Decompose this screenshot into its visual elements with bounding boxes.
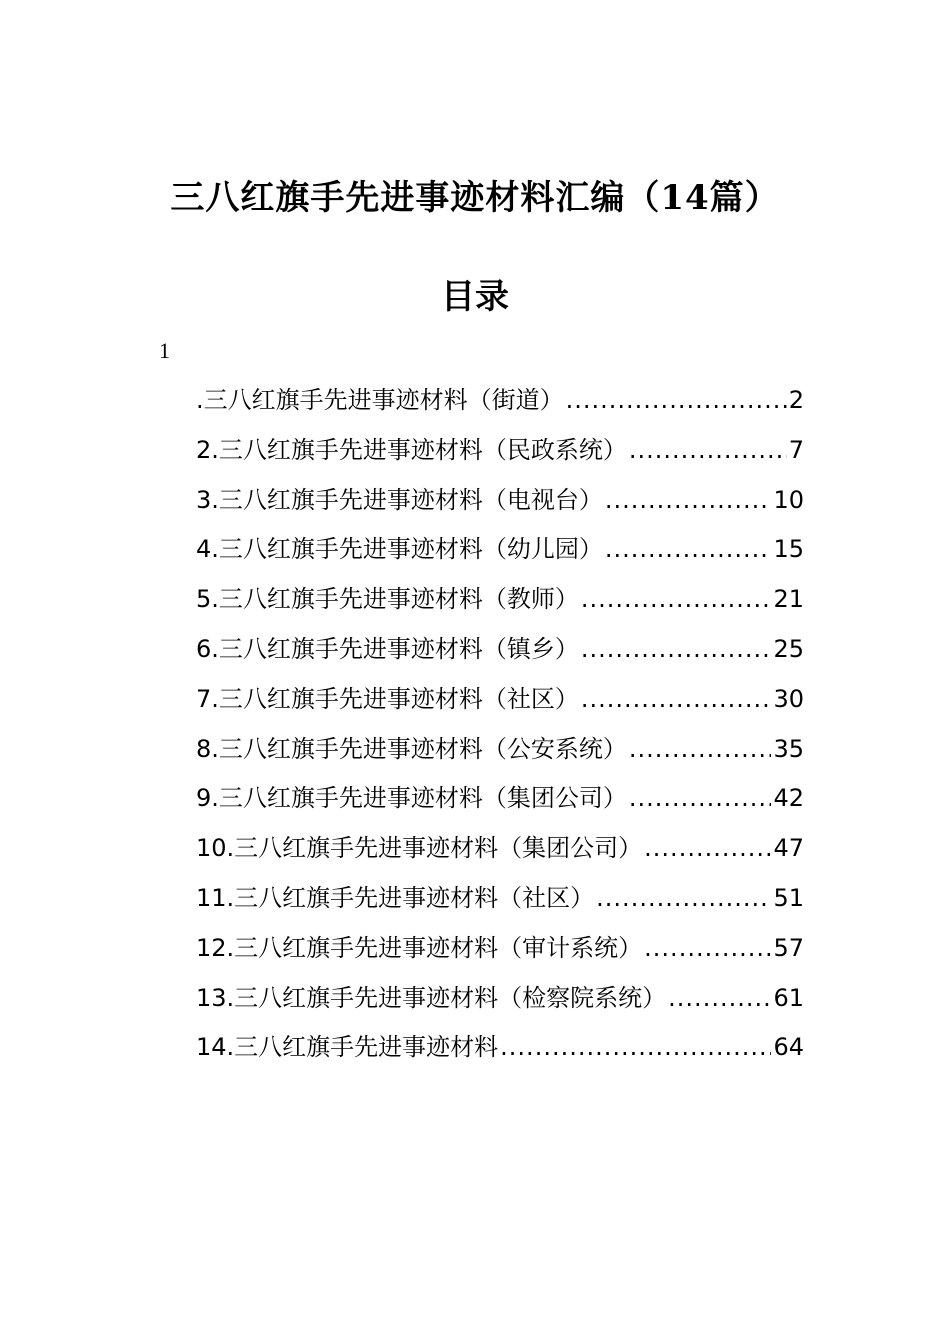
toc-dot-leader <box>605 480 772 520</box>
toc-entry-page-number: 35 <box>773 734 804 763</box>
toc-dot-leader <box>644 828 771 868</box>
toc-entry-title: 5.三八红旗手先进事迹材料（教师） <box>196 585 579 614</box>
toc-entry[interactable] <box>196 629 804 679</box>
toc-entry-title: 6.三八红旗手先进事迹材料（镇乡） <box>196 634 579 663</box>
toc-entry-title: 7.三八红旗手先进事迹材料（社区） <box>196 684 579 713</box>
toc-dot-leader <box>581 629 772 669</box>
toc-dot-leader <box>629 430 787 470</box>
toc-entry[interactable] <box>196 828 804 878</box>
toc-entry[interactable] <box>196 978 804 1028</box>
toc-entry-page-number: 51 <box>773 883 804 912</box>
toc-dot-leader <box>668 978 771 1018</box>
document-title: 三八红旗手先进事迹材料汇编（14篇） <box>170 178 780 218</box>
toc-entry-page-number: 21 <box>773 585 804 614</box>
toc-entry[interactable] <box>196 430 804 480</box>
toc-dot-leader <box>629 778 772 818</box>
toc-heading: 目录 <box>441 277 509 317</box>
toc-entry[interactable] <box>196 1027 804 1077</box>
toc-entry[interactable] <box>196 579 804 629</box>
toc-dot-leader <box>644 928 771 968</box>
toc-entry-title: 2.三八红旗手先进事迹材料（民政系统） <box>196 435 627 464</box>
toc-entry-title: 10.三八红旗手先进事迹材料（集团公司） <box>196 834 643 863</box>
toc-entry[interactable] <box>196 928 804 978</box>
toc-entry-title: 14.三八红旗手先进事迹材料 <box>196 1033 499 1062</box>
toc-entry-page-number: 57 <box>773 933 804 962</box>
page-marker: 1 <box>159 338 170 363</box>
toc-entry-page-number: 7 <box>788 435 804 464</box>
toc-entry-title: 9.三八红旗手先进事迹材料（集团公司） <box>196 784 627 813</box>
toc-entry-page-number: 64 <box>773 1033 804 1062</box>
toc-dot-leader <box>629 729 772 769</box>
toc-entry[interactable] <box>196 778 804 828</box>
toc-entry-page-number: 25 <box>773 634 804 663</box>
toc-dot-leader <box>596 878 771 918</box>
toc-entry-title: .三八红旗手先进事迹材料（街道） <box>196 386 564 414</box>
toc-entry-page-number: 61 <box>773 983 804 1012</box>
toc-dot-leader <box>581 579 772 619</box>
toc-entry-page-number: 10 <box>773 485 804 514</box>
table-of-contents <box>196 380 804 1077</box>
toc-entry[interactable] <box>196 480 804 530</box>
toc-entry-page-number: 30 <box>773 684 804 713</box>
toc-entry[interactable] <box>196 679 804 729</box>
toc-entry-page-number: 15 <box>773 535 804 564</box>
toc-dot-leader <box>566 380 787 420</box>
toc-entry-page-number: 42 <box>773 784 804 813</box>
toc-entry[interactable] <box>196 878 804 928</box>
toc-entry-title: 8.三八红旗手先进事迹材料（公安系统） <box>196 734 627 763</box>
toc-entry[interactable] <box>196 529 804 579</box>
toc-dot-leader <box>500 1027 771 1067</box>
toc-entry-title: 11.三八红旗手先进事迹材料（社区） <box>196 883 595 912</box>
toc-dot-leader <box>581 679 772 719</box>
toc-entry-title: 12.三八红旗手先进事迹材料（审计系统） <box>196 933 643 962</box>
toc-entry-page-number: 47 <box>773 834 804 863</box>
toc-entry-title: 3.三八红旗手先进事迹材料（电视台） <box>196 485 603 514</box>
toc-entry[interactable] <box>196 729 804 779</box>
toc-entry-title: 4.三八红旗手先进事迹材料（幼儿园） <box>196 535 603 564</box>
toc-entry-title: 13.三八红旗手先进事迹材料（检察院系统） <box>196 983 667 1012</box>
toc-entry[interactable] <box>196 380 804 430</box>
toc-dot-leader <box>605 529 772 569</box>
toc-entry-page-number: 2 <box>788 386 804 414</box>
